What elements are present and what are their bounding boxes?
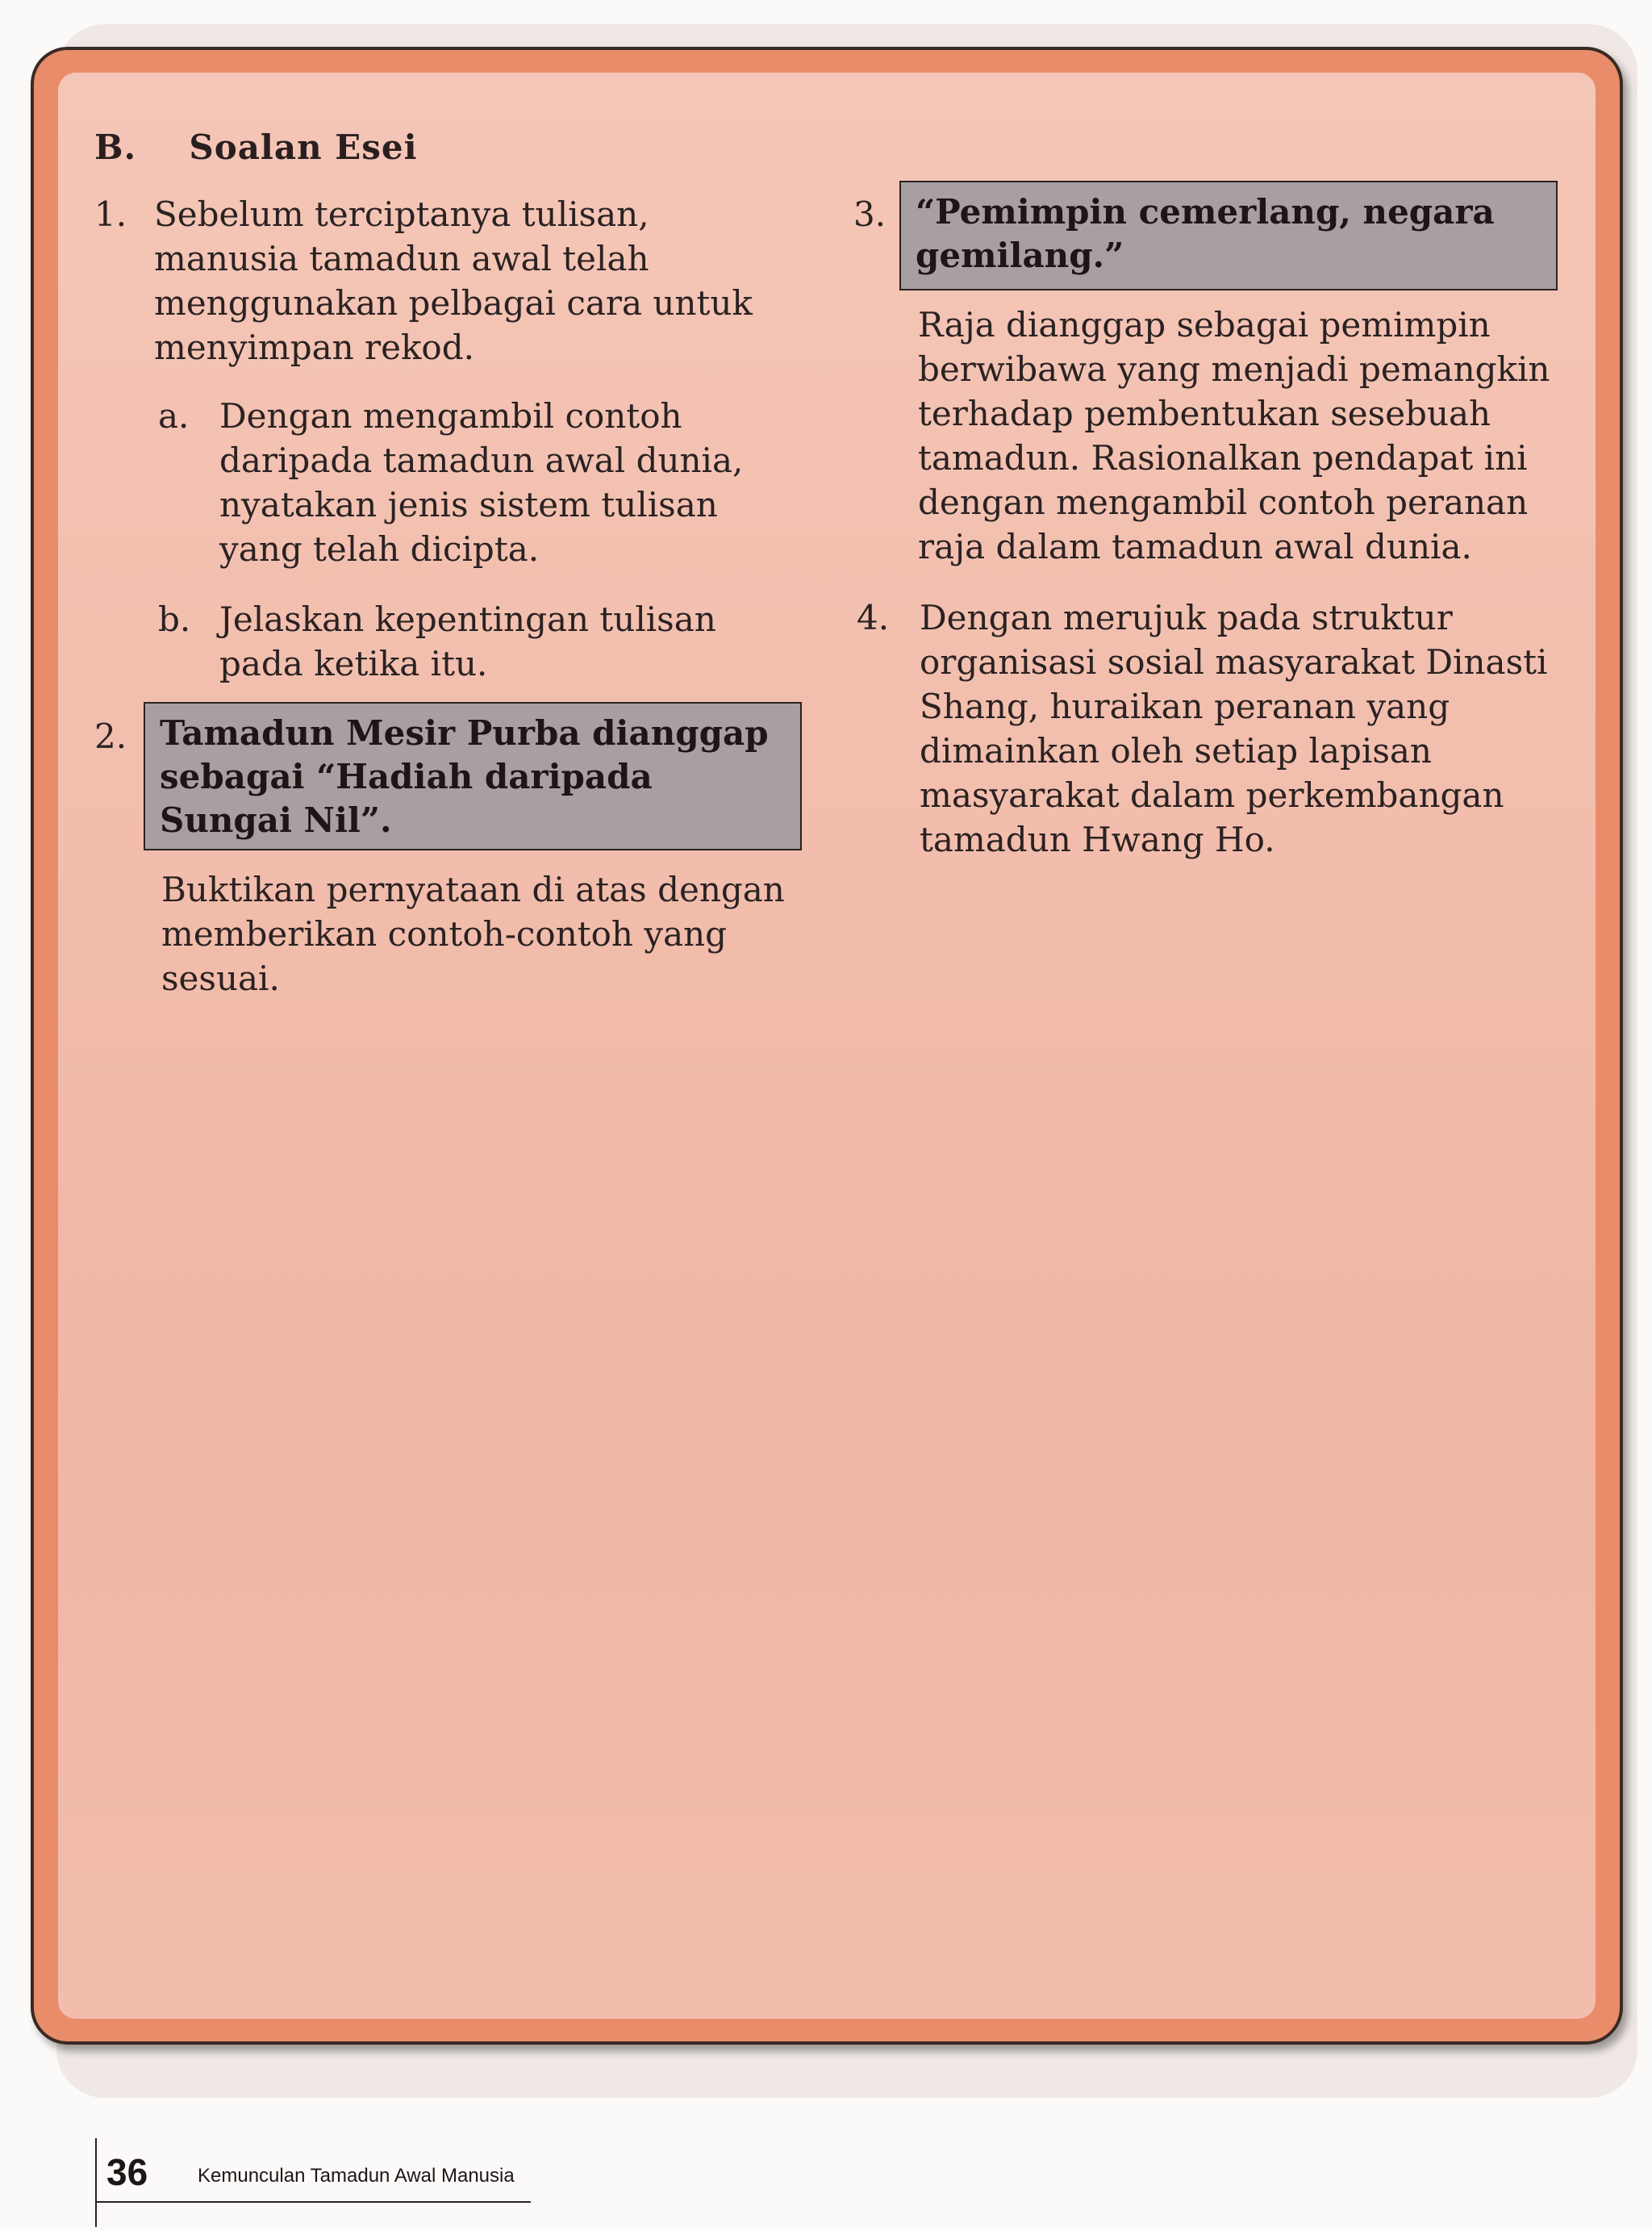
page-number: 36: [106, 2151, 148, 2193]
question-number: 3.: [853, 194, 886, 234]
section-label: B.: [94, 127, 137, 167]
question-3-text: [918, 303, 1563, 569]
chapter-title: Kemunculan Tamadun Awal Manusia: [198, 2165, 515, 2187]
part-label: b.: [158, 600, 191, 639]
quote-text: “Pemimpin cemerlang, negara gemilang.”: [916, 192, 1495, 275]
part-text: Jelaskan kepentingan tulisan pada ketika itu.: [219, 600, 716, 683]
question-number: 4.: [857, 598, 890, 637]
question-text: Raja dianggap sebagai pemimpin berwibawa yang menjadi pemangkin terhadap pembentukan sesebuah tamadun. Rasionalkan pendapat ini dengan mengambil contoh peranan raja dalam tamadun awal dunia.: [918, 305, 1550, 566]
footer-divider-horizontal: [95, 2201, 531, 2203]
part-label: a.: [158, 396, 190, 436]
question-text: Sebelum terciptanya tulisan, manusia tamadun awal telah menggunakan pelbagai cara untuk menyimpan rekod.: [154, 194, 753, 367]
part-text: Dengan mengambil contoh daripada tamadun awal dunia, nyatakan jenis sistem tulisan yang telah dicipta.: [219, 396, 744, 569]
question-number: 1.: [94, 194, 127, 234]
quote-box: [144, 702, 802, 850]
footer-divider-vertical: [95, 2138, 97, 2227]
quote-text: Tamadun Mesir Purba dianggap sebagai “Hadiah daripada Sungai Nil”.: [160, 713, 769, 840]
question-text: Buktikan pernyataan di atas dengan memberikan contoh-contoh yang sesuai.: [161, 870, 785, 998]
question-2-text: [161, 867, 791, 1001]
section-heading: [94, 127, 418, 167]
section-title: Soalan Esei: [189, 127, 418, 167]
question-number: 2.: [94, 717, 127, 756]
quote-box: [899, 181, 1558, 290]
question-text: Dengan merujuk pada struktur organisasi sosial masyarakat Dinasti Shang, huraikan peranan yang dimainkan oleh setiap lapisan masyarakat dalam perkembangan tamadun Hwang Ho.: [920, 598, 1548, 859]
